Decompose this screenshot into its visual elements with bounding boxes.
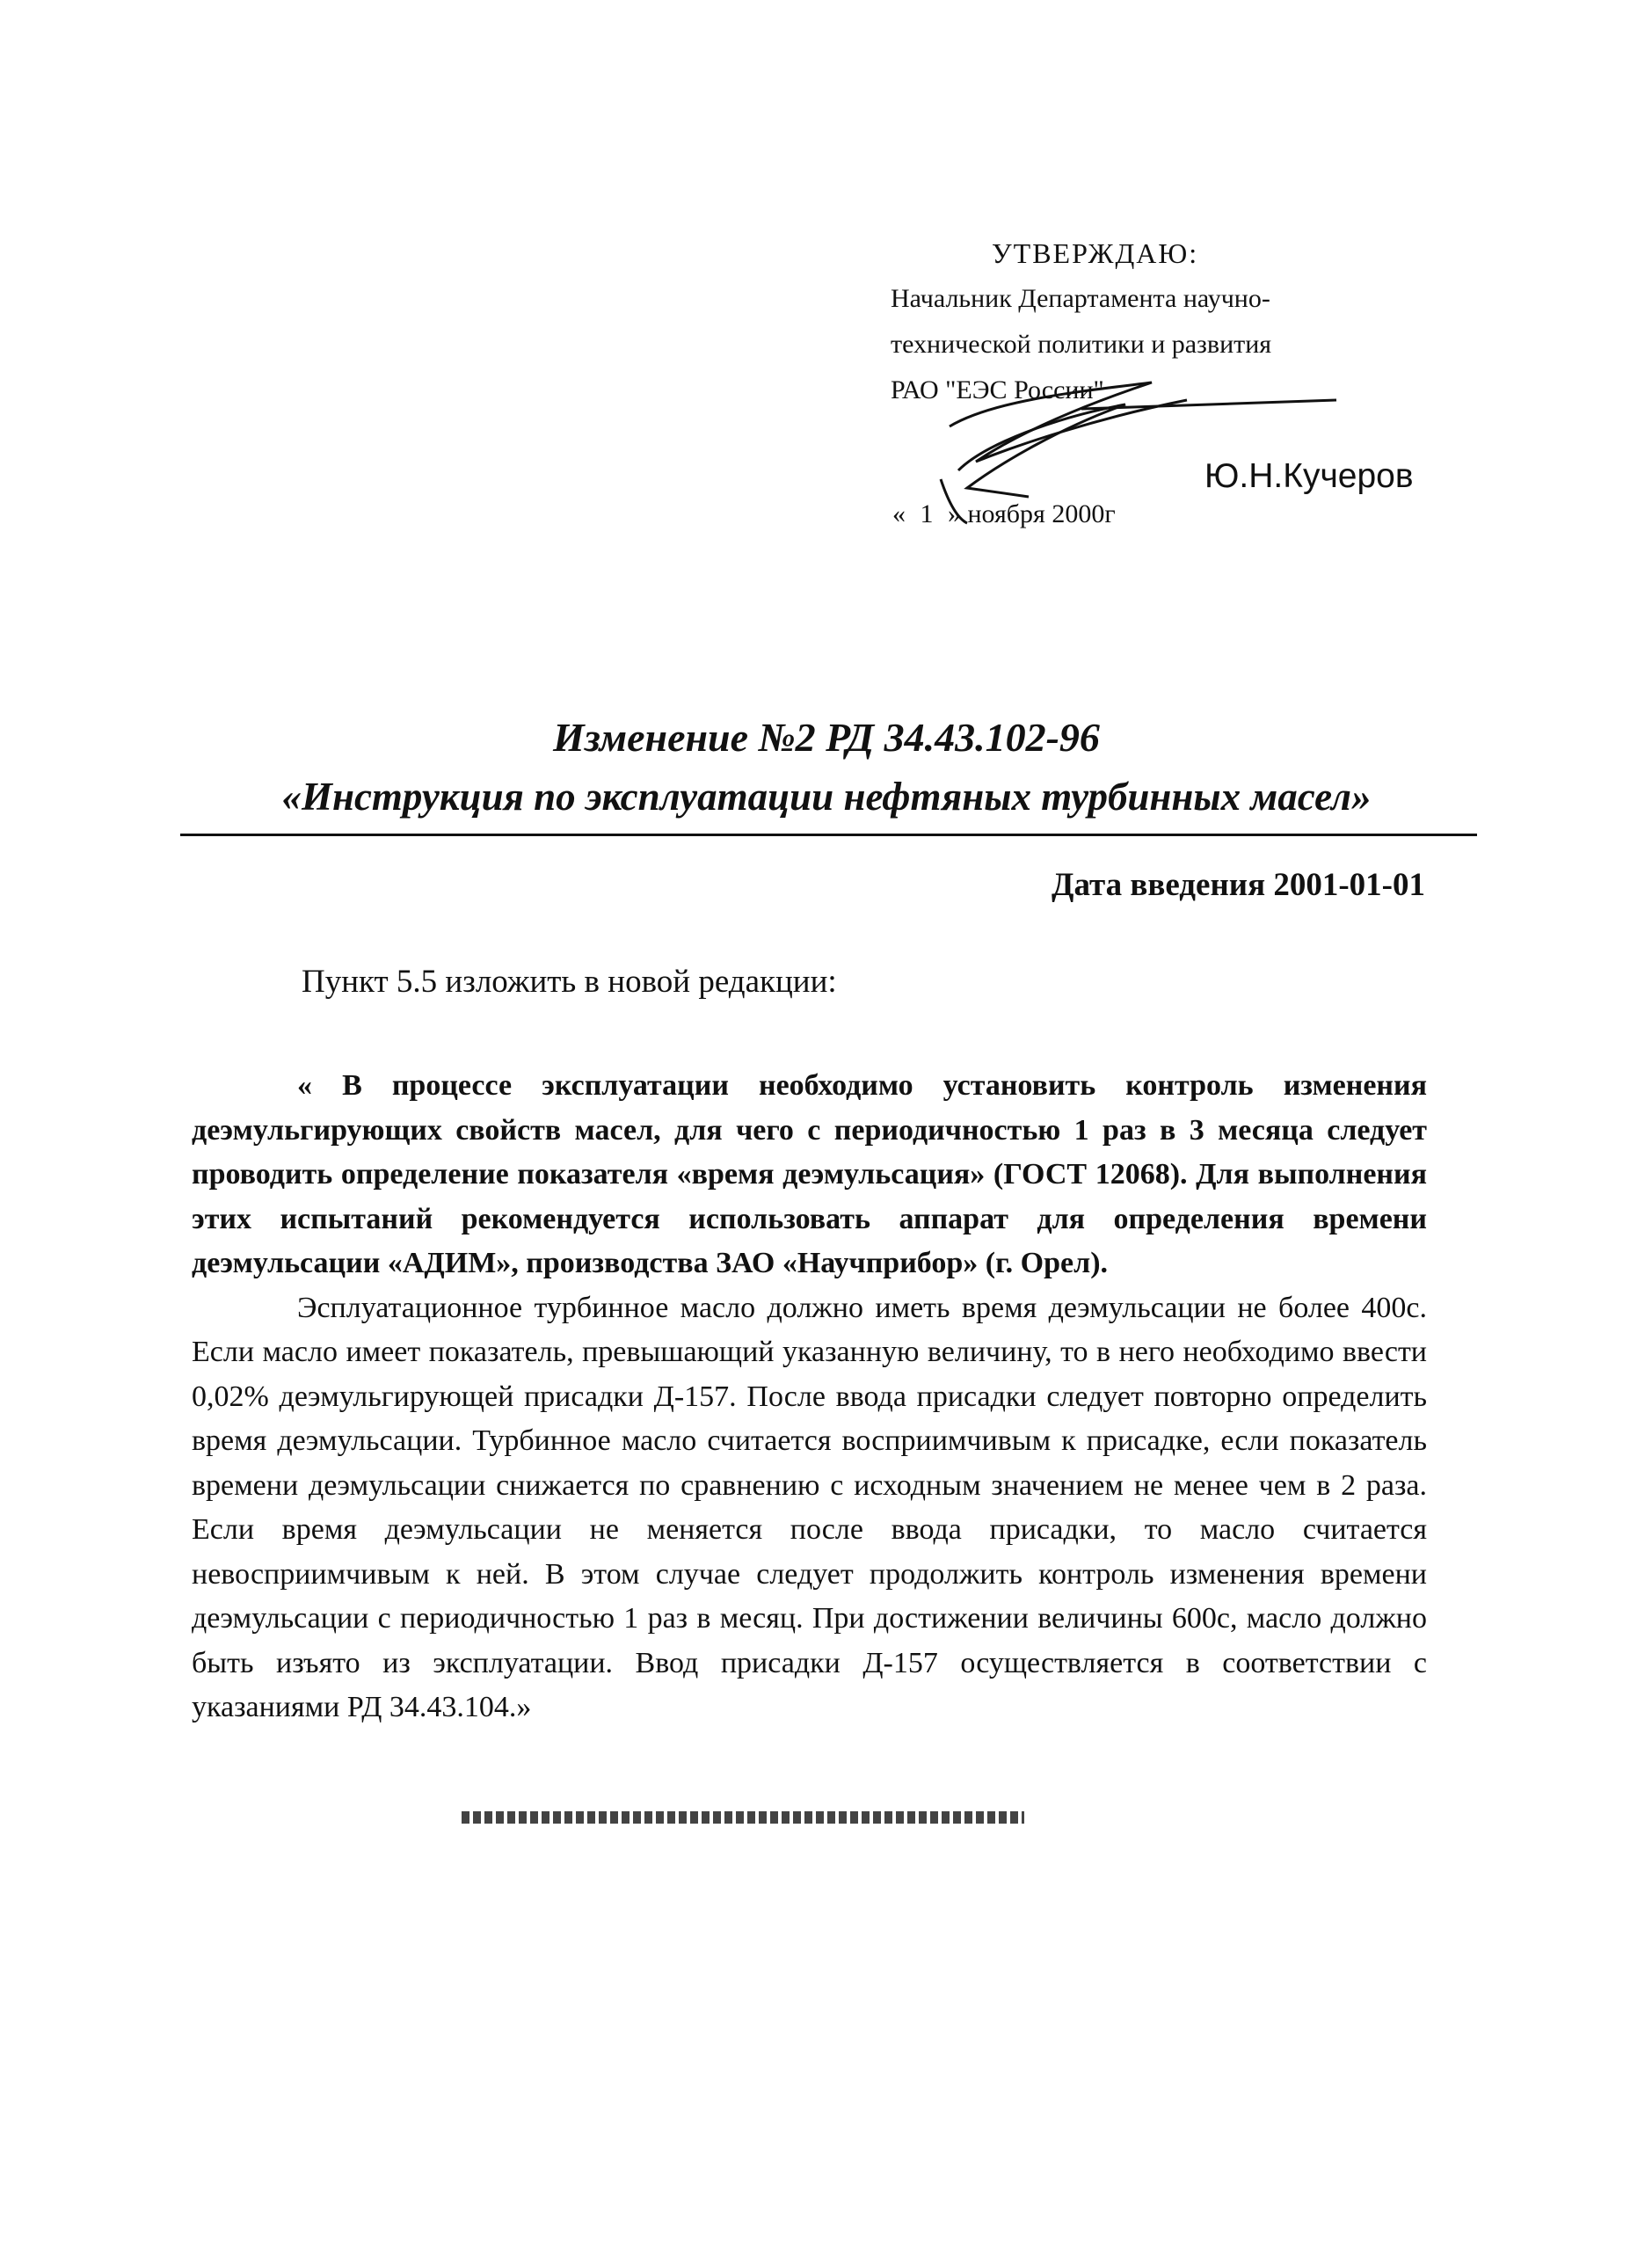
approval-date <box>892 499 1116 529</box>
approval-heading: УТВЕРЖДАЮ: <box>992 237 1199 269</box>
paragraph-1: « В процессе эксплуатации необходимо установить контроль изменения деэмульгирующих свойств масел, для чего с периодичностью 1 раз в 3 месяца следует проводить определение показателя «время деэмульсация» (ГОСТ 12068). Для выполнения этих испытаний рекомендуется использовать аппарат для определения времени деэмульсации «АДИМ», производства ЗАО «Научприбор» (г. Орел). <box>192 1069 1427 1279</box>
document-subtitle: «Инструкция по эксплуатации нефтяных турбинных масел» <box>281 775 1372 819</box>
title-divider <box>180 834 1477 836</box>
approval-line-1: Начальник Департамента научно- <box>891 284 1270 313</box>
date-open-quote: « <box>892 499 906 528</box>
intro-text: Пункт 5.5 изложить в новой редакции: <box>302 964 837 1000</box>
amendment-body <box>192 1064 1427 1730</box>
date-close-quote: » <box>948 499 961 528</box>
effective-date: Дата введения 2001-01-01 <box>1052 867 1425 903</box>
approval-line-3: РАО "ЕЭС России" <box>891 375 1104 404</box>
date-day: 1 <box>920 499 934 528</box>
date-month-year: ноября 2000г <box>967 499 1116 528</box>
signer-name: Ю.Н.Кучеров <box>1204 457 1414 495</box>
approval-line-2: технической политики и развития <box>891 330 1272 359</box>
paragraph-2: Эсплуатационное турбинное масло должно иметь время деэмульсации не более 400с. Если масло имеет показатель, превышающий указанную величину, то в него необходимо ввести 0,02% деэмульгирующей присадки Д-157. После ввода присадки следует повторно определить время деэмульсации. Турбинное масло считается восприимчивым к присадке, если показатель времени деэмульсации снижается по сравнению с исходным значением не менее чем в 2 раза. Если время деэмульсации не меняется после ввода присадки, то масло считается невосприимчивым к ней. В этом случае следует продолжить контроль изменения времени деэмульсации с периодичностью 1 раз в месяц. При достижении величины 600с, масло должно быть изъято из эксплуатации. Ввод присадки Д-157 осуществляется в соответствии с указаниями РД 34.43.104.» <box>192 1291 1427 1723</box>
document-title: Изменение №2 РД 34.43.102-96 <box>553 715 1100 760</box>
end-of-text-marks <box>462 1811 1024 1824</box>
